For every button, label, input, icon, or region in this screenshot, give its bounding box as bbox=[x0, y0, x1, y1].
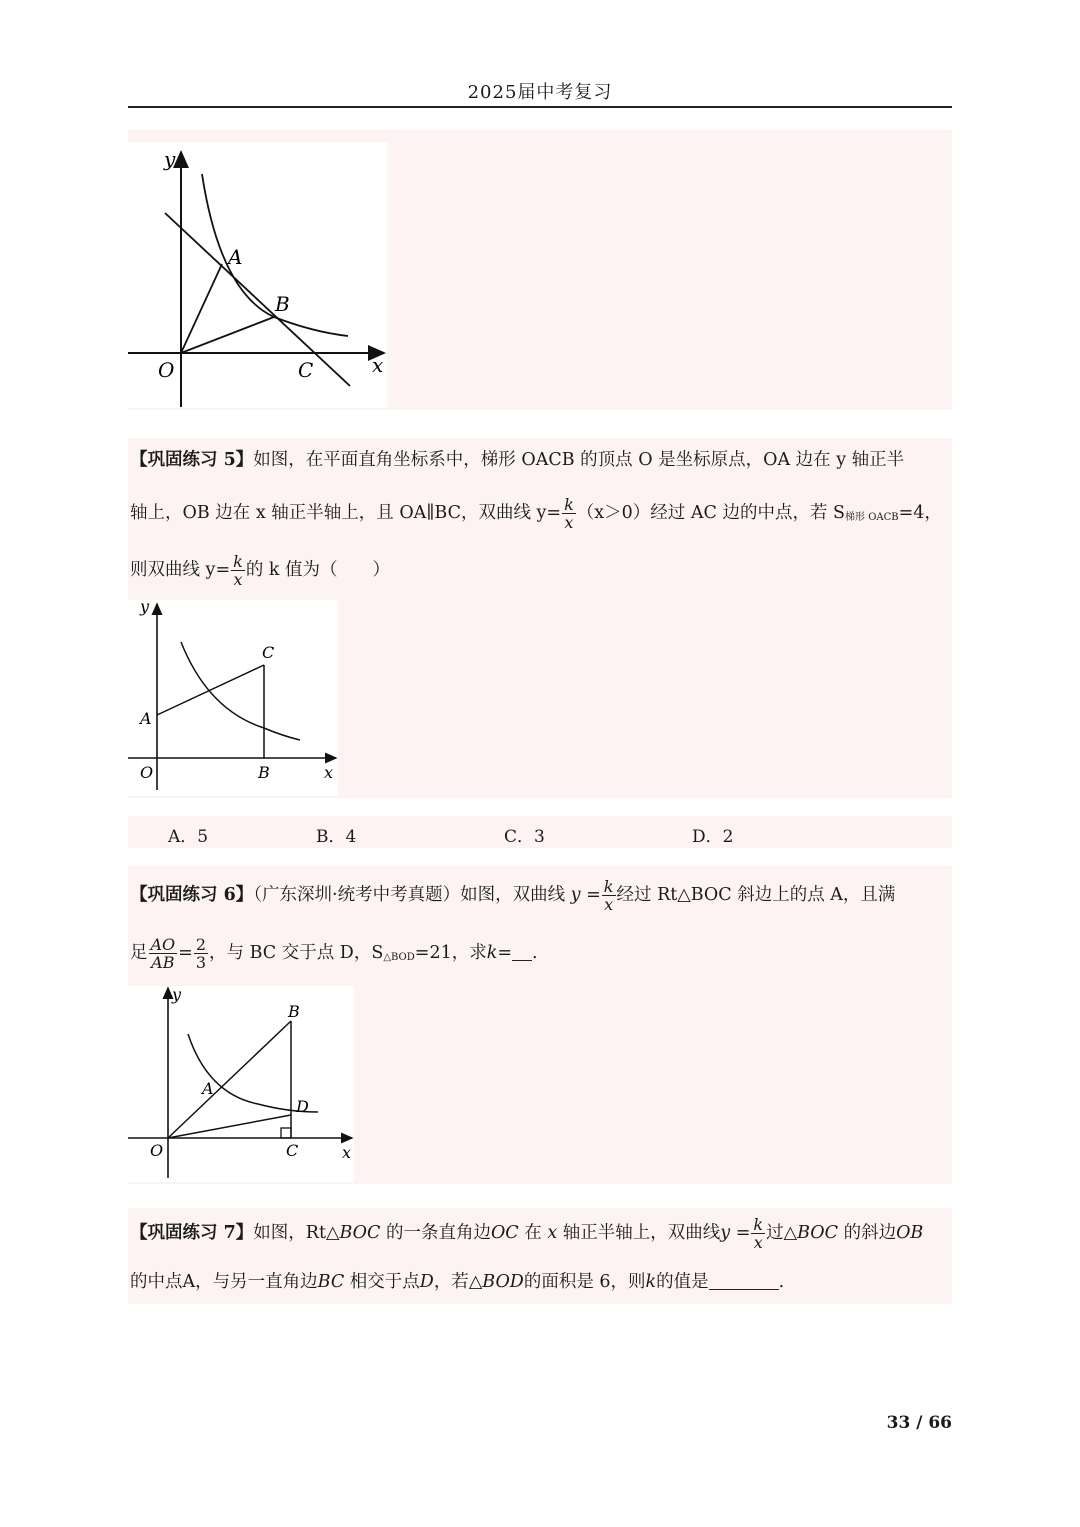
label-y: y bbox=[172, 986, 182, 1004]
label-b: B bbox=[275, 292, 290, 316]
label-o: O bbox=[158, 358, 175, 382]
fraction-k-over-x: $\frac{k}{x}$ bbox=[564, 495, 574, 532]
problem5-line2-b: （x＞0）经过 AC 边的中点，若 S bbox=[576, 503, 846, 523]
p7-text: 的值是 bbox=[656, 1272, 709, 1292]
p7-text: 的中点 bbox=[130, 1272, 183, 1292]
problem6-graph bbox=[128, 986, 354, 1182]
label-d: D bbox=[296, 1097, 309, 1116]
problem5-options bbox=[128, 816, 952, 848]
option-d: D．2 bbox=[692, 827, 734, 847]
p7-text: 在 bbox=[518, 1223, 548, 1243]
label-o: O bbox=[150, 1141, 164, 1160]
problem6-line1-a: （广东深圳·统考中考真题）如图，双曲线 bbox=[253, 885, 566, 905]
label-c: C bbox=[262, 643, 275, 662]
problem7 bbox=[130, 1216, 950, 1300]
problem6-line2-d: = bbox=[497, 943, 512, 963]
problem6-eq: = bbox=[178, 943, 193, 963]
label-o: O bbox=[140, 763, 154, 782]
problem6-line2-b: ，与 BC 交于点 D，S bbox=[209, 943, 384, 963]
problem6-subscript: △BOD bbox=[383, 952, 415, 963]
problem5-line2-c: =4， bbox=[898, 503, 942, 523]
problem7-tag: 【巩固练习 7】 bbox=[130, 1223, 254, 1243]
p7-math: D bbox=[419, 1272, 434, 1292]
segment-od bbox=[168, 1115, 291, 1138]
problem6-k: k bbox=[486, 943, 498, 963]
label-x: x bbox=[372, 353, 384, 377]
problem6-tag: 【巩固练习 6】 bbox=[130, 885, 254, 905]
p7-text: ，若 bbox=[433, 1272, 469, 1292]
label-c: C bbox=[298, 358, 314, 382]
problem6-y-eq: y = bbox=[570, 885, 601, 905]
label-b: B bbox=[258, 763, 270, 782]
problem6-line2-a: 足 bbox=[130, 943, 148, 963]
segment-ob bbox=[168, 1021, 291, 1138]
p7-text: . bbox=[778, 1272, 785, 1292]
problem5-tag: 【巩固练习 5】 bbox=[130, 450, 254, 470]
problem6 bbox=[130, 878, 950, 978]
p7-math: OC bbox=[490, 1223, 519, 1243]
segment-ac bbox=[157, 665, 264, 715]
page-header-title: 2025届中考复习 bbox=[467, 82, 613, 103]
figure-problem5 bbox=[128, 600, 338, 796]
p7-text: 的斜边 bbox=[838, 1223, 897, 1243]
p7-text: 如图，Rt bbox=[253, 1223, 326, 1243]
p7-math: △BOD bbox=[468, 1272, 524, 1292]
p7-math: △BOC bbox=[326, 1223, 381, 1243]
problem5-line2-a: 轴上，OB 边在 x 轴正半轴上，且 OA∥BC，双曲线 y= bbox=[130, 503, 562, 523]
fraction-2-over-3: $\frac{2}{3}$ bbox=[195, 935, 207, 972]
p7-text: 相交于点 bbox=[344, 1272, 420, 1292]
option-c: C．3 bbox=[504, 827, 545, 847]
p7-math: x bbox=[547, 1223, 558, 1243]
p7-text: 的一条直角边 bbox=[380, 1223, 491, 1243]
figure-problem6 bbox=[128, 986, 354, 1182]
p7-text: 过 bbox=[766, 1223, 784, 1243]
fraction-k-over-x: $\frac{k}{x}$ bbox=[753, 1215, 764, 1252]
p7-math: BC bbox=[317, 1272, 345, 1292]
problem6-line2-e: . bbox=[532, 943, 538, 963]
p7-math: k bbox=[645, 1272, 657, 1292]
answer-blank bbox=[512, 942, 532, 961]
label-x: x bbox=[324, 763, 334, 782]
p7-text: 轴正半轴上，双曲线 bbox=[557, 1223, 721, 1243]
problem6-line2-c: =21，求 bbox=[414, 943, 487, 963]
fraction-k-over-x: $\frac{k}{x}$ bbox=[603, 877, 614, 914]
fraction-ao-over-ab: $\frac{AO}{AB}$ bbox=[150, 935, 176, 972]
label-a: A bbox=[202, 1079, 214, 1098]
problem5 bbox=[130, 446, 950, 596]
page-number: 33 / 66 bbox=[886, 1413, 952, 1433]
line-ac bbox=[165, 213, 350, 386]
p7-math: △BOC bbox=[783, 1223, 838, 1243]
label-y: y bbox=[164, 147, 176, 171]
right-angle-mark bbox=[281, 1128, 291, 1138]
problem5-subscript: 梯形 OACB bbox=[845, 512, 899, 523]
answer-blank bbox=[709, 1271, 779, 1290]
option-a: A．5 bbox=[168, 827, 209, 847]
problem5-line3-a: 则双曲线 y= bbox=[130, 560, 231, 580]
figure1 bbox=[128, 142, 387, 408]
p7-math: OB bbox=[896, 1223, 924, 1243]
label-a: A bbox=[140, 709, 152, 728]
label-b: B bbox=[288, 1002, 300, 1021]
p7-text: ，与另一直角边 bbox=[195, 1272, 318, 1292]
figure1-graph bbox=[128, 142, 387, 408]
header-rule bbox=[128, 106, 952, 108]
p7-y-eq: y = bbox=[720, 1223, 751, 1243]
p7-text: 的面积是 6，则 bbox=[523, 1272, 646, 1292]
problem5-graph bbox=[128, 600, 338, 796]
p7-point: A bbox=[182, 1272, 196, 1292]
problem6-line1-b: 经过 Rt△BOC 斜边上的点 A，且满 bbox=[616, 885, 896, 905]
label-a: A bbox=[228, 245, 243, 269]
hyperbola-curve bbox=[181, 642, 300, 740]
label-c: C bbox=[286, 1141, 299, 1160]
problem5-line3-b: 的 k 值为（ ） bbox=[245, 560, 391, 580]
option-b: B．4 bbox=[316, 827, 357, 847]
fraction-k-over-x: $\frac{k}{x}$ bbox=[233, 552, 243, 589]
label-x: x bbox=[342, 1143, 352, 1162]
problem5-line1: 如图，在平面直角坐标系中，梯形 OACB 的顶点 O 是坐标原点，OA 边在 y 轴正半 bbox=[253, 450, 905, 470]
label-y: y bbox=[140, 600, 150, 616]
